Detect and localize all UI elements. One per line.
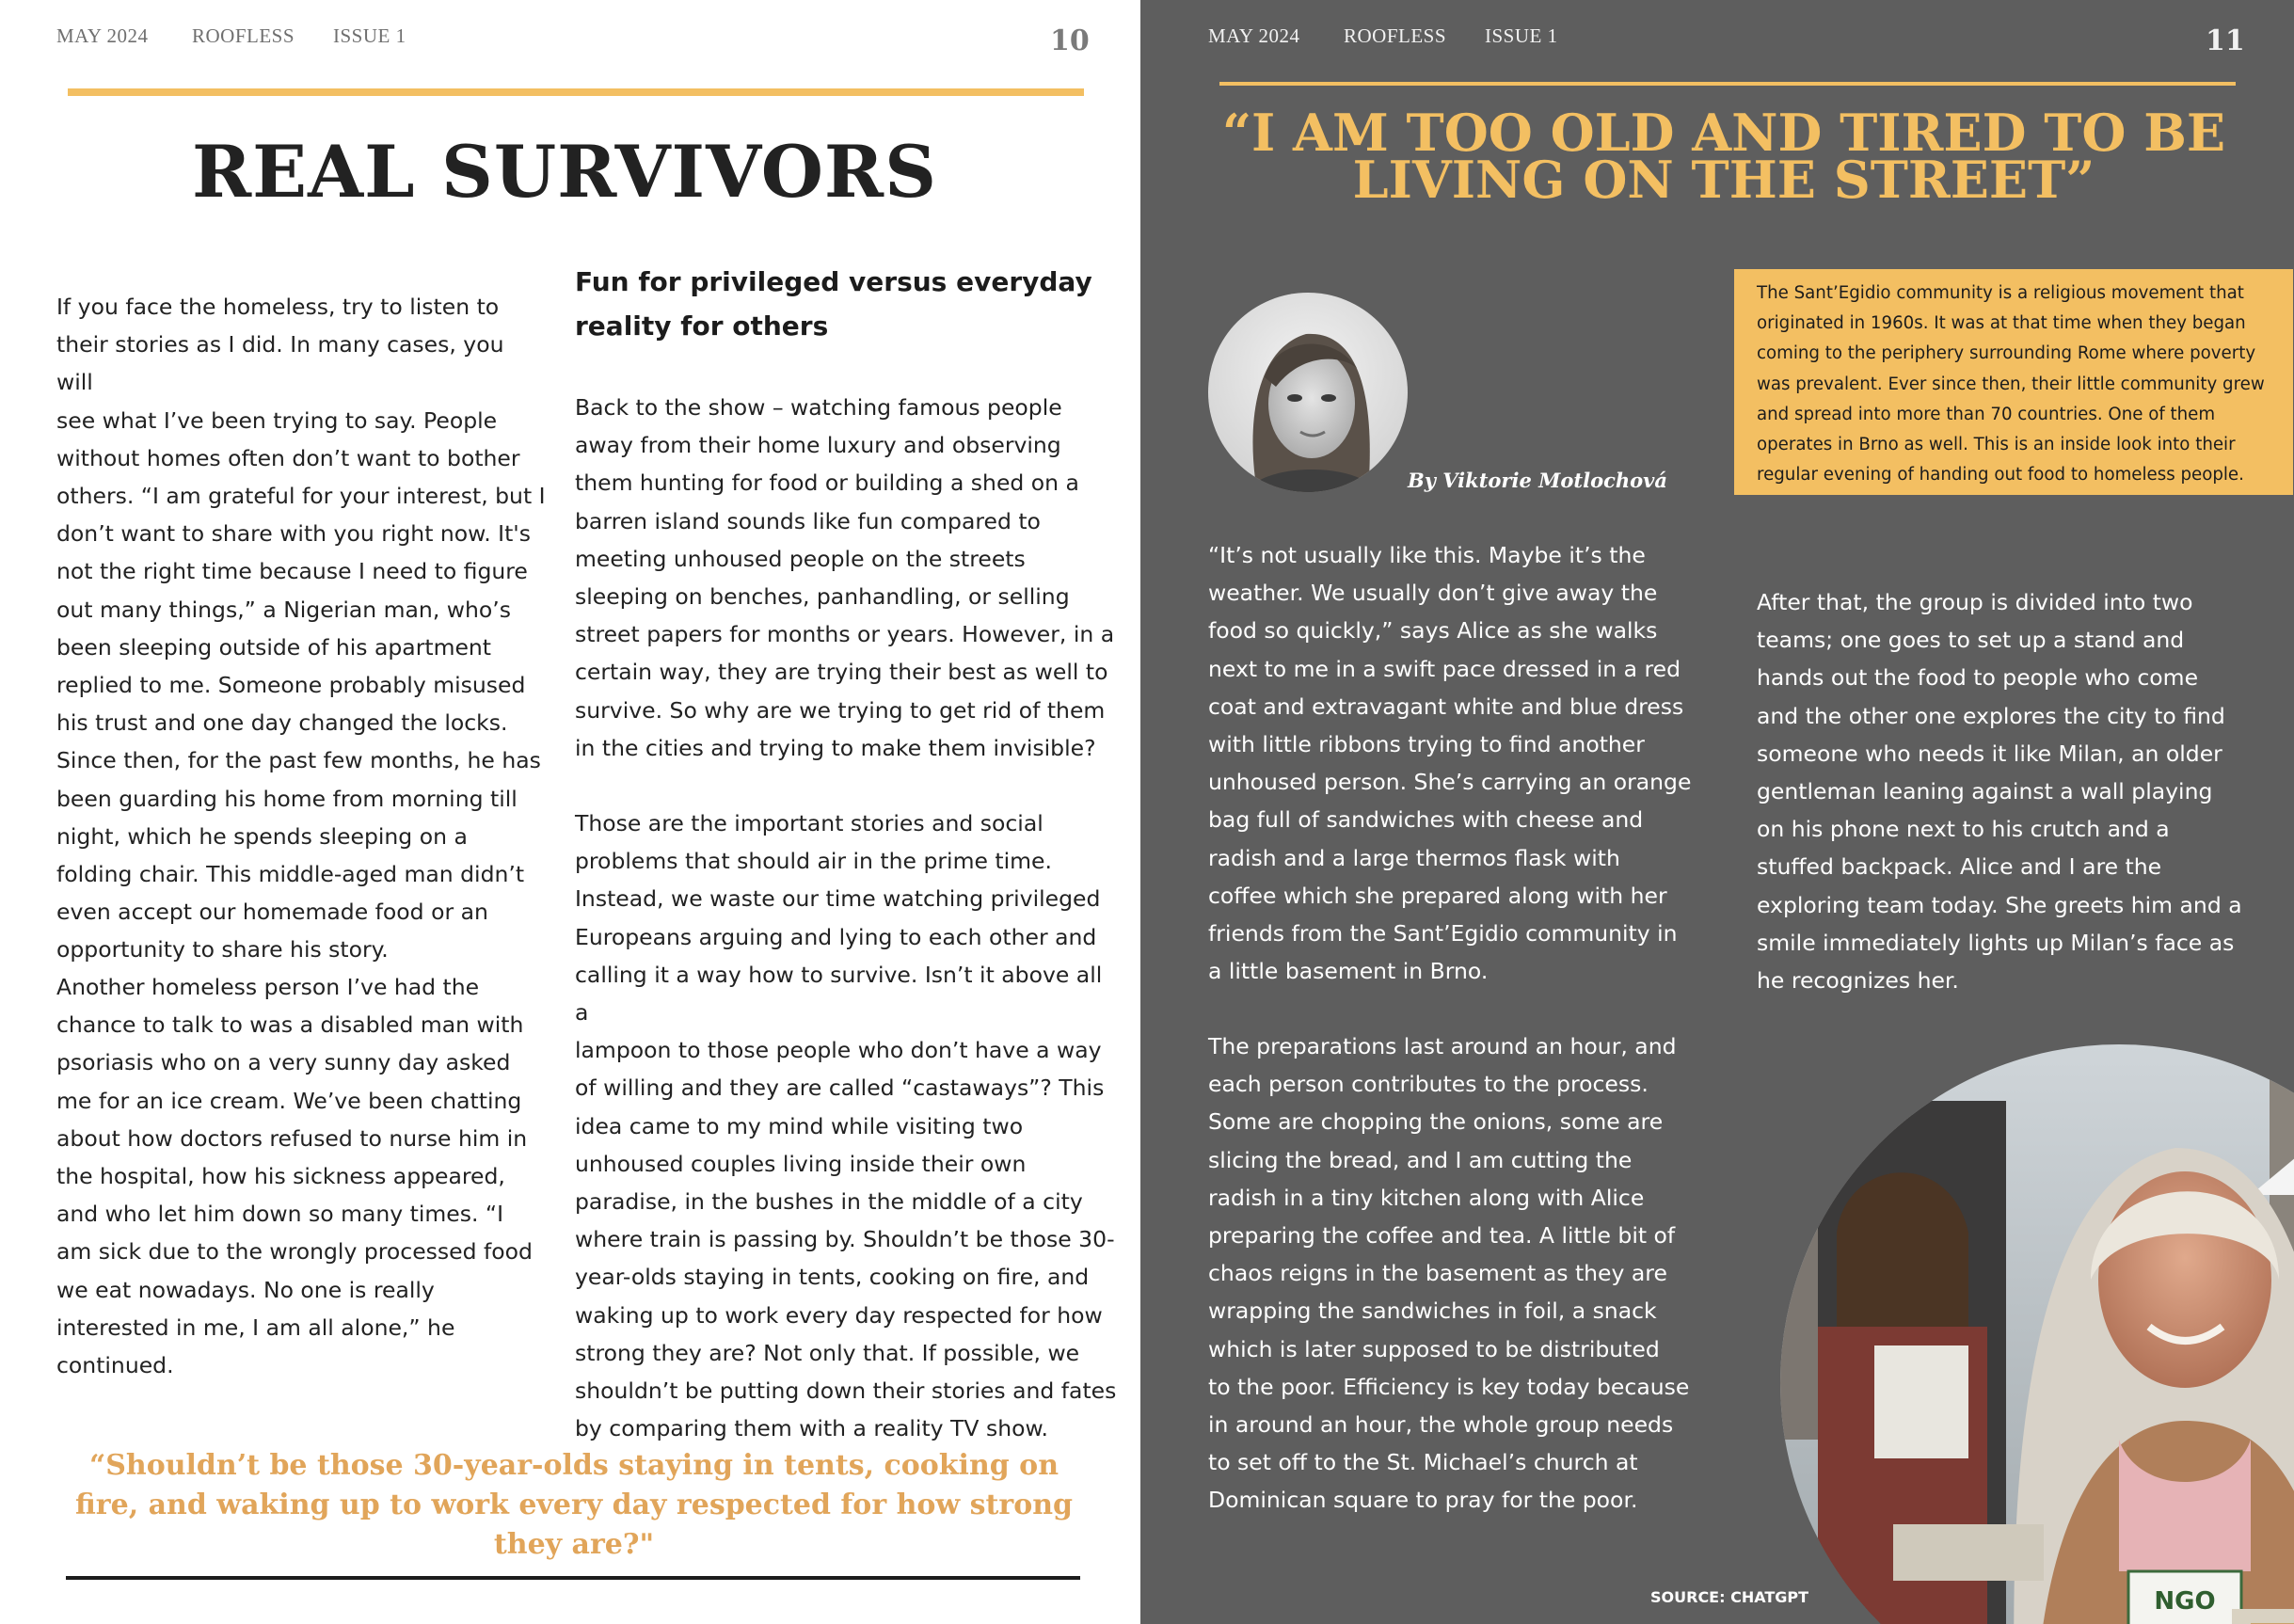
intro-sidebar-text: The Sant’Egidio community is a religious movement that originated in 1960s. It was at that time when they began coming to the periphery surrounding Rome where poverty was prevalent. Ever since then, their little community grew and spread into more than 70 countries. One of them operates in Brno as well. This is an inside look into their regular evening of handing out food to homeless people. [1757,283,2265,486]
pull-quote: “Shouldn’t be those 30-year-olds staying in tents, cooking on fire, and waking up to work every day respected for how strong they are?" [74,1449,1074,1561]
header-magazine: ROOFLESS [1344,24,1447,47]
header-rule [1219,82,2236,86]
page-number: 10 [1050,24,1090,57]
right-page [1140,0,2294,1624]
bottom-rule [66,1576,1080,1580]
header-issue: ISSUE 1 [333,24,406,47]
left-col1-para-2: Another homeless person I’ve had the chance to talk to was a disabled man with psoriasis who on a very sunny day asked me for an ice cream. We’ve been chatting about how doctors refused to nurse him in the hospital, how his sickness appeared, and who let him down so many times. “I am sick due to the wrongly processed food we eat nowadays. No one is really interested in me, I am all alone,” he continued. [56,974,533,1379]
byline: By Viktorie Motlochová [1408,469,1667,492]
header-date: MAY 2024 [1208,24,1300,47]
intro-sidebar-box [1734,269,2293,495]
header-issue: ISSUE 1 [1485,24,1558,47]
article-title: REAL SURVIVORS [192,130,937,214]
article-title: “I AM TOO OLD AND TIRED TO BE LIVING ON THE STREET” [1221,103,2226,210]
author-photo [1208,293,1408,492]
badge-text: NGO [2154,1587,2216,1616]
header-magazine: ROOFLESS [192,24,295,47]
left-page [0,0,1140,1624]
photo-source: SOURCE: CHATGPT [1650,1588,1809,1606]
header-rule [68,88,1084,96]
header-date: MAY 2024 [56,24,149,47]
left-col2-para-2: Those are the important stories and social problems that should air in the prime time. Instead, we waste our time watching privileged Europeans arguing and lying to each other and calling it a way how to survive. Isn’t it above all a lampoon to those people who don’t have a way of willing and they are called “castaways”? This idea came to my mind while visiting two unhoused couples living inside their own paradise, in the bushes in the middle of a city where train is passing by. Shouldn’t be those 30- year-olds staying in tents, cooking on fire, and waking up to work every day respected for how strong they are? Not only that. If possible, we shouldn’t be putting down their stories and fates by comparing them with a reality TV show. [575,810,1117,1442]
right-col1-para-1: “It’s not usually like this. Maybe it’s the weather. We usually don’t give away the food so quickly,” says Alice as she walks next to me in a swift pace dressed in a red coat and extravagant white and blue dress with little ribbons trying to find another unhoused person. She’s carrying an orange bag full of sandwiches with cheese and radish and a large thermos flask with coffee which she prepared along with her friends from the Sant’Egidio community in a little basement in Brno. [1208,542,1692,985]
volunteer-photo [1780,1044,2294,1624]
right-col2-para-1: After that, the group is divided into two teams; one goes to set up a stand and hands out the food to people who come and the other one explores the city to find someone who needs it like Milan, an older gentleman leaning against a wall playing on his phone next to his crutch and a stuffed backpack. Alice and I are the exploring team today. She greets him and a smile immediately lights up Milan’s face as he recognizes her. [1757,589,2242,995]
left-col1-para-1: If you face the homeless, try to listen to their stories as I did. In many cases, you will see what I’ve been trying to say. People without homes often don’t want to bother others. “I am grateful for your interest, but I don’t want to share with you right now. It's not the right time because I need to figure out many things,” a Nigerian man, who’s been sleeping outside of his apartment replied to me. Someone probably misused his trust and one day changed the locks. Since then, for the past few months, he has been guarding his home from morning till night, which he spends sleeping on a folding chair. This middle-aged man didn’t even accept our homemade food or an opportunity to share his story. [56,294,546,963]
page-number: 11 [2206,24,2245,57]
right-col1-para-2: The preparations last around an hour, and each person contributes to the process. Some are chopping the onions, some are slicing the bread, and I am cutting the radish in a tiny kitchen along with Alice preparing the coffee and tea. A little bit of chaos reigns in the basement as they are wrapping the sandwiches in foil, a snack which is later supposed to be distributed to the poor. Efficiency is key today because in around an hour, the whole group needs to set off to the St. Michael’s church at Dominican square to pray for the poor. [1208,1033,1690,1514]
left-col2-para-1: Back to the show – watching famous people away from their home luxury and observing them hunting for food or building a shed on a barren island sounds like fun compared to meeting unhoused people on the streets sleeping on benches, panhandling, or selling street papers for months or years. However, in a certain way, they are trying their best as well to survive. So why are we trying to get rid of them in the cities and trying to make them invisible? [575,394,1115,761]
section-subhead: Fun for privileged versus everyday reality for others [575,266,1092,342]
